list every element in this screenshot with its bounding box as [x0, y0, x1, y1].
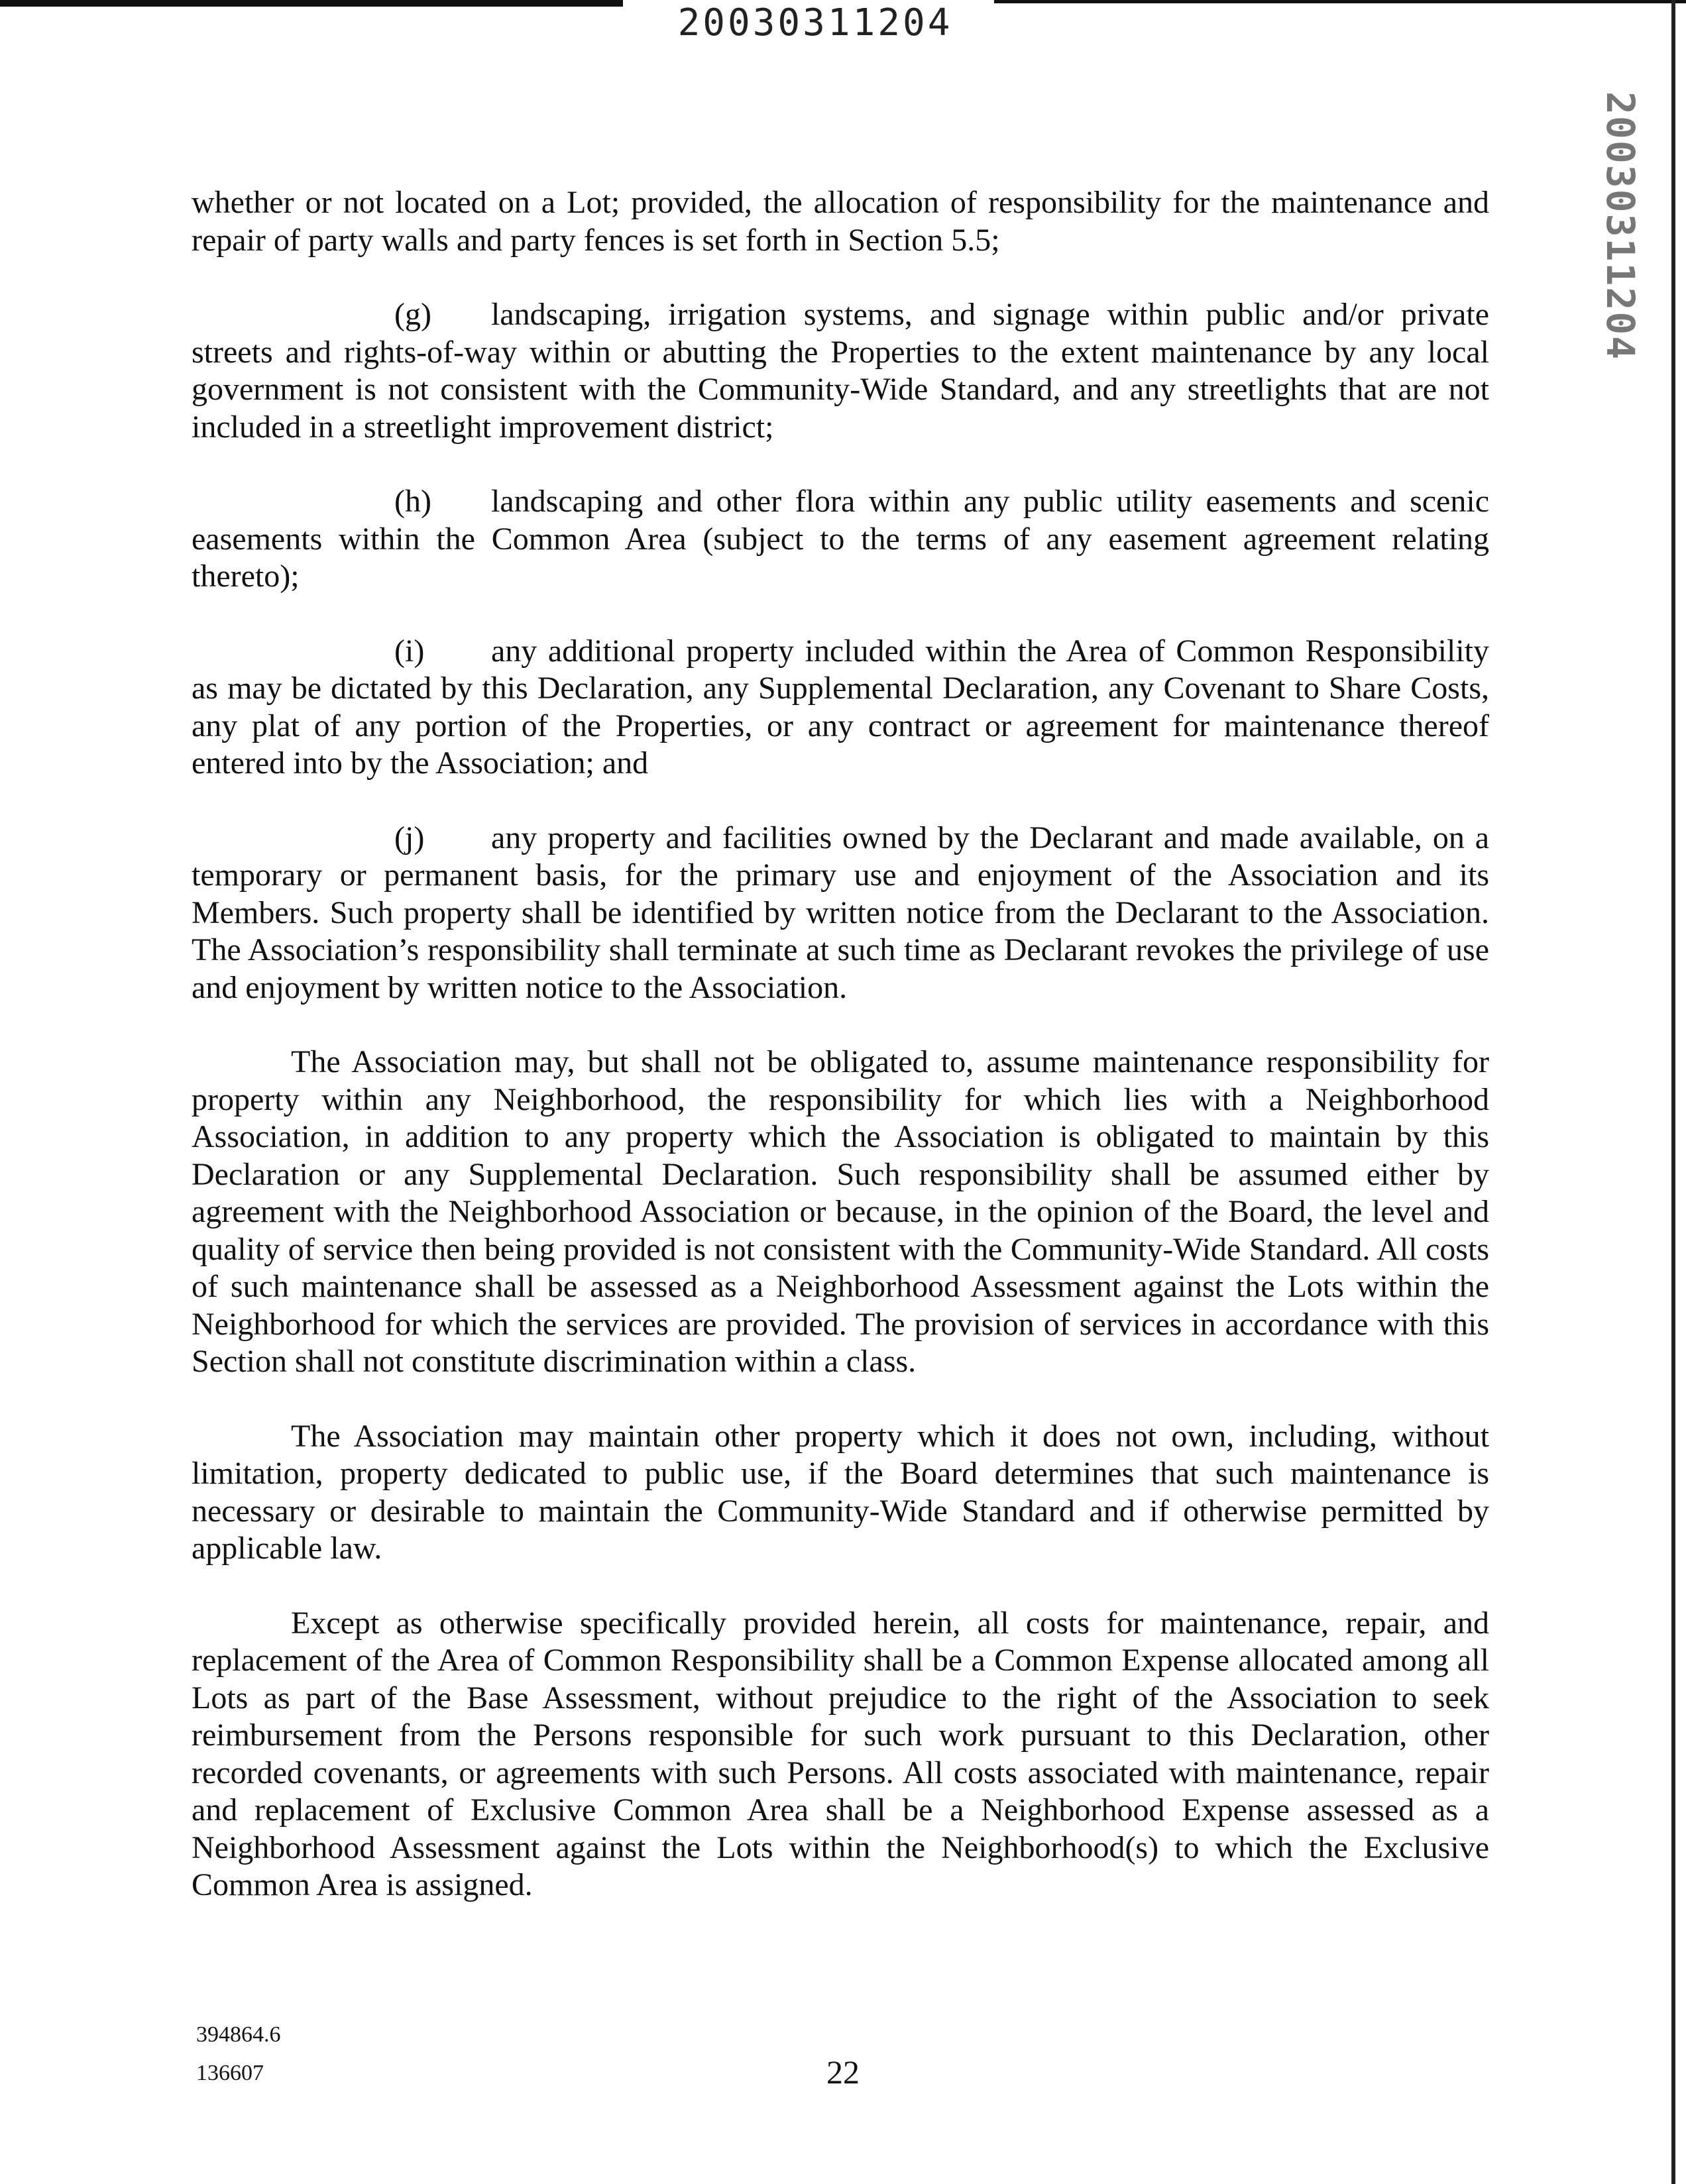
scan-edge — [1671, 0, 1675, 2184]
list-label: (j) — [394, 820, 425, 855]
paragraph-text: landscaping, irrigation systems, and signage within public and/or private streets and rights-of-way within or abutting the Properties to the extent maintenance by any local government is not consistent with the Community-Wide Standard, and any streetlights that are not included in a streetlight improvement district; — [192, 297, 1489, 445]
paragraph-costs — [192, 1605, 1489, 1904]
top-rule-right — [994, 0, 1686, 3]
list-label: (g) — [394, 297, 431, 332]
client-code: 136607 — [196, 2061, 264, 2085]
paragraph-continuation — [192, 184, 1489, 259]
paragraph-neighborhood-maintenance — [192, 1044, 1489, 1381]
document-body — [192, 184, 1489, 1904]
paragraph-text: any property and facilities owned by the Declarant and made available, on a temporary or permanent basis, for the primary use and enjoyment of the Association and its Members. Such property shall be identified by written notice from the Declarant to the Association. The Association’s responsibility shall terminate at such time as Declarant revokes the privilege of use and enjoyment by written notice to the Association. — [192, 820, 1489, 1005]
list-item-i — [192, 633, 1489, 783]
document-code: 394864.6 — [196, 2022, 281, 2047]
side-recording-stamp: 20030311204 — [1598, 91, 1643, 361]
paragraph-text: landscaping and other flora within any public utility easements and scenic easements within the Common Area (subject to the terms of any easement agreement relating thereto); — [192, 484, 1489, 594]
list-item-g — [192, 296, 1489, 446]
list-item-h — [192, 483, 1489, 596]
paragraph-text: Except as otherwise specifically provided herein, all costs for maintenance, repair, and replacement of the Area of Common Responsibility shall be a Common Expense allocated among all Lots as part of the Base Assessment, without prejudice to the right of the Association to seek reimbursement from the Persons responsible for such work pursuant to this Declaration, other recorded covenants, or agreements with such Persons. All costs associated with maintenance, repair and replacement of Exclusive Common Area shall be a Neighborhood Expense assessed as a Neighborhood Assessment against the Lots within the Neighborhood(s) to which the Exclusive Common Area is assigned. — [192, 1605, 1489, 1902]
recording-number: 20030311204 — [677, 1, 953, 44]
list-item-j — [192, 820, 1489, 1007]
paragraph-text: The Association may maintain other property which it does not own, including, without limitation, property dedicated to public use, if the Board determines that such maintenance is necessary or desirable to maintain the Community-Wide Standard and if otherwise permitted by applicable law. — [192, 1418, 1489, 1566]
top-rule-left — [0, 0, 623, 7]
paragraph-other-property — [192, 1418, 1489, 1568]
paragraph-text: whether or not located on a Lot; provided, the allocation of responsibility for the maintenance and repair of party walls and party fences is set forth in Section 5.5; — [192, 185, 1489, 258]
paragraph-text: any additional property included within the Area of Common Responsibility as may be dictated by this Declaration, any Supplemental Declaration, any Covenant to Share Costs, any plat of any portion of the Properties, or any contract or agreement for maintenance thereof entered into by the Association; and — [192, 633, 1489, 781]
page-number: 22 — [826, 2053, 860, 2091]
list-label: (h) — [394, 484, 431, 519]
paragraph-text: The Association may, but shall not be obligated to, assume maintenance responsibility for property within any Neighborhood, the responsibility for which lies with a Neighborhood Association, in addition to any property which the Association is obligated to maintain by this Declaration or any Supplemental Declaration. Such responsibility shall be assumed either by agreement with the Neighborhood Association or because, in the opinion of the Board, the level and quality of service then being provided is not consistent with the Community-Wide Standard. All costs of such maintenance shall be assessed as a Neighborhood Assessment against the Lots within the Neighborhood for which the services are provided. The provision of services in accordance with this Section shall not constitute discrimination within a class. — [192, 1044, 1489, 1379]
list-label: (i) — [394, 633, 425, 669]
